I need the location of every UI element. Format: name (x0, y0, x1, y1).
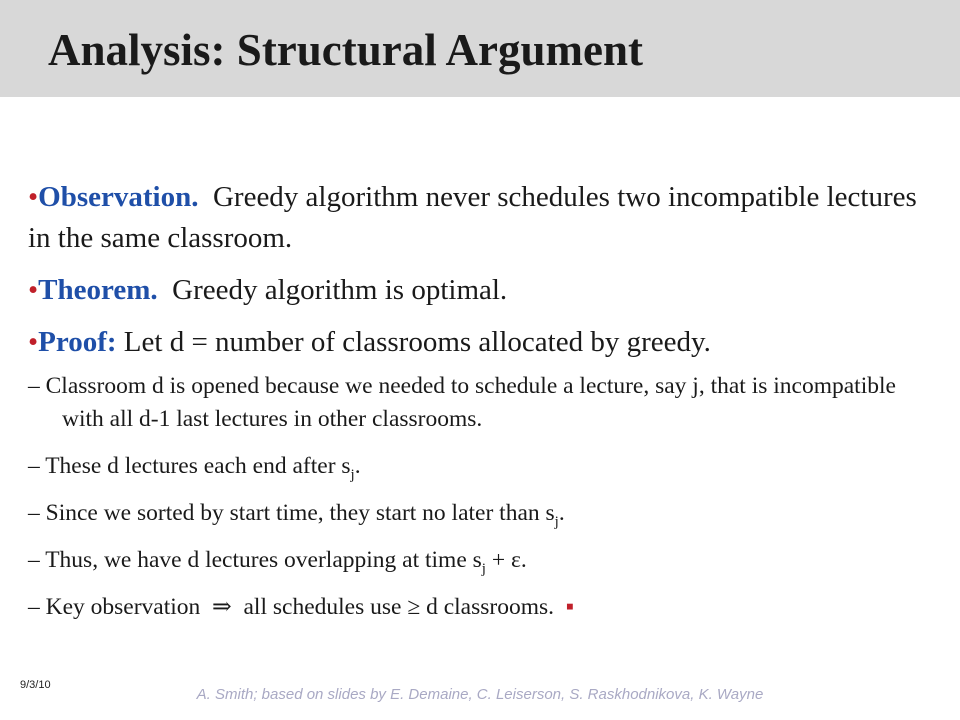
subpoint-text: – Since we sorted by start time, they start no later than s (28, 500, 555, 526)
slide-date: 9/3/10 (20, 679, 51, 691)
subscript-j: j (481, 561, 486, 577)
subpoint-text: – Key observation (28, 594, 207, 620)
subpoint-end: . (354, 453, 361, 479)
observation-term: Observation. (38, 181, 199, 213)
observation-text: Greedy algorithm never schedules two incompatible lectures in the same classroom. (28, 181, 917, 254)
subpoint-text: d classrooms. (420, 594, 560, 620)
subpoint-text: – These d lectures each end after s (28, 453, 351, 479)
slide-footer: A. Smith; based on slides by E. Demaine, C. Leiserson, S. Raskhodnikova, K. Wayne (196, 686, 764, 703)
slide-content (28, 177, 943, 624)
subpoint-lectures-end (28, 450, 943, 483)
bullet-theorem (28, 270, 943, 311)
bullet-icon: • (28, 326, 39, 358)
subpoint-text: – Thus, we have d lectures overlapping at time s (28, 547, 482, 573)
title-bar (0, 0, 960, 97)
subpoint-end: . (558, 500, 565, 526)
bullet-icon: • (28, 274, 39, 306)
subpoint-sorted-start (28, 497, 943, 530)
qed-icon: ▪ (565, 594, 575, 620)
slide-title: Analysis: Structural Argument (48, 25, 643, 75)
bullet-icon: • (28, 181, 39, 213)
subpoint-key-observation (28, 591, 943, 624)
theorem-term: Theorem. (38, 274, 158, 306)
subpoint-text: all schedules use (237, 594, 408, 620)
proof-term: Proof: (38, 326, 117, 358)
subpoint-overlapping (28, 544, 943, 577)
geq-icon: ≥ (407, 594, 421, 620)
subscript-j: j (350, 467, 355, 483)
bullet-proof (28, 322, 943, 363)
bullet-observation (28, 177, 943, 259)
theorem-text: Greedy algorithm is optimal. (172, 274, 508, 306)
proof-text: Let d = number of classrooms allocated by greedy. (123, 326, 711, 358)
implies-icon: ⇒ (212, 594, 232, 620)
subscript-j: j (554, 514, 559, 530)
subpoint-end: + ε. (485, 547, 527, 573)
subpoint-classroom-opened: – Classroom d is opened because we needed to schedule a lecture, say j, that is incompatible with all d-1 last lectures in other classrooms. (28, 373, 896, 432)
